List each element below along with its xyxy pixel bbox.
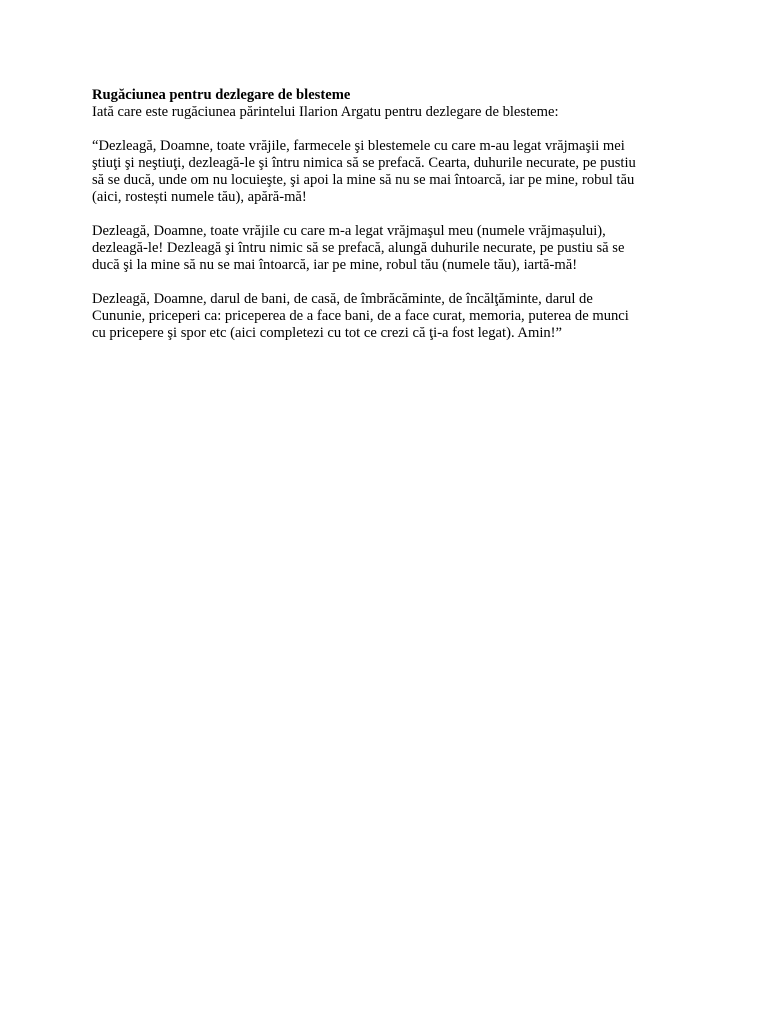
paragraph-line: “Dezleagă, Doamne, toate vrăjile, farmecele şi blestemele cu care m-au legat vrăjmaşii mei [92, 138, 625, 154]
paragraph-line: ducă şi la mine să nu se mai întoarcă, iar pe mine, robul tău (numele tău), iartă-mă! [92, 257, 578, 273]
paragraph-1 [92, 138, 692, 206]
paragraph-line: Cununie, priceperi ca: priceperea de a face bani, de a face curat, memoria, puterea de munci [92, 308, 629, 324]
document-body [92, 87, 692, 342]
paragraph-2 [92, 223, 692, 274]
paragraph-line: dezleagă-le! Dezleagă şi întru nimic să se prefacă, alungă duhurile necurate, pe pustiu să se [92, 240, 625, 256]
paragraph-line: să se ducă, unde om nu locuieşte, şi apoi la mine să nu se mai întoarcă, iar pe mine, robul tău [92, 172, 635, 188]
document-intro: Iată care este rugăciunea părintelui Ilarion Argatu pentru dezlegare de blesteme: [92, 104, 559, 120]
paragraph-line: (aici, rostești numele tău), apără-mă! [92, 189, 307, 205]
paragraph-line: Dezleagă, Doamne, darul de bani, de casă, de îmbrăcăminte, de încălţăminte, darul de [92, 291, 593, 307]
paragraph-line: cu pricepere şi spor etc (aici completezi cu tot ce crezi că ţi-a fost legat). Amin!” [92, 325, 563, 341]
paragraph-line: Dezleagă, Doamne, toate vrăjile cu care m-a legat vrăjmaşul meu (numele vrăjmașului), [92, 223, 606, 239]
paragraph-3 [92, 291, 692, 342]
document-title: Rugăciunea pentru dezlegare de blesteme [92, 87, 351, 103]
paragraph-line: ştiuţi şi neştiuţi, dezleagă-le şi întru nimica să se prefacă. Cearta, duhurile necurate, pe pustiu [92, 155, 636, 171]
